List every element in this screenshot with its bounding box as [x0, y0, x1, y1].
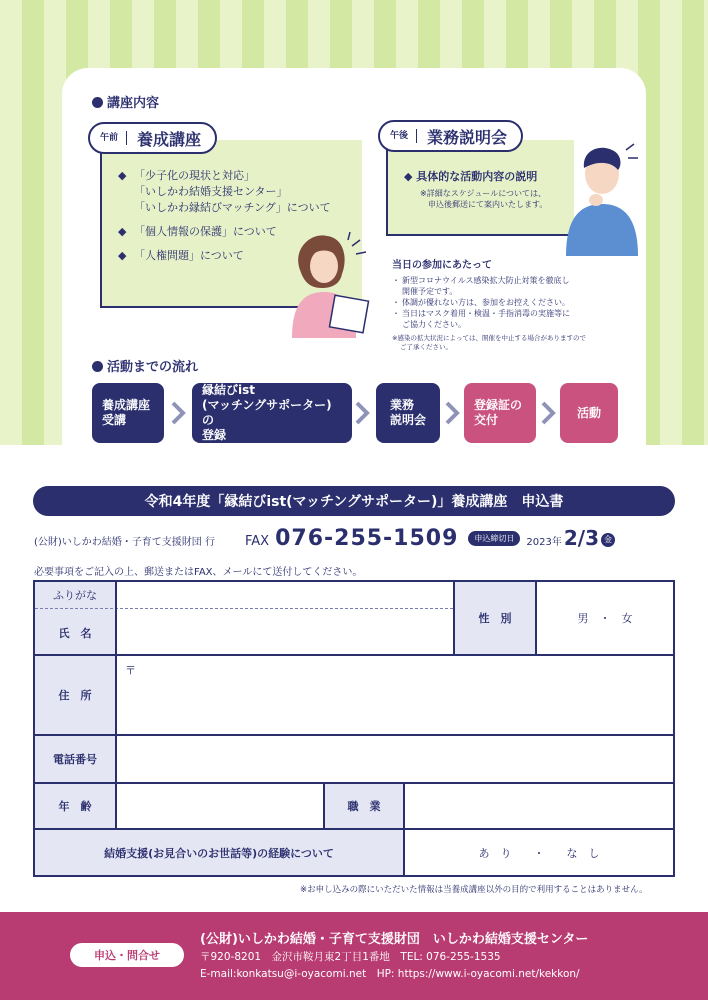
list-item: ◆ 「少子化の現状と対応」 「いしかわ結婚支援センター」 「いしかわ縁結びマッチング」について: [118, 169, 331, 214]
gender-options[interactable]: 男 ・ 女: [577, 612, 633, 625]
morning-title: 養成講座: [137, 129, 202, 149]
postal-mark: 〒: [125, 664, 136, 677]
list-item: ・ 当日はマスク着用・検温・手指消毒の実施等に ご協力ください。: [392, 309, 570, 329]
age-input[interactable]: [117, 784, 323, 828]
flow-step-2: 縁結びist (マッチングサポーター)の 登録: [192, 383, 352, 443]
deadline-year: 2023年: [526, 537, 562, 548]
column-divider: [403, 782, 405, 875]
flow-step-5: 活動: [560, 383, 618, 443]
column-divider: [453, 582, 455, 654]
footer-address: 〒920-8201 金沢市鞍月東2丁目1番地 TEL: 076-255-1535: [200, 951, 501, 963]
age-label: 年 齢: [35, 784, 115, 828]
recipient-org: (公財)いしかわ結婚・子育て支援財団 行: [34, 537, 215, 548]
job-input[interactable]: [405, 784, 673, 828]
flow-step-1: 養成講座 受講: [92, 383, 164, 443]
deadline-badge: 申込締切日: [468, 531, 520, 546]
experience-options[interactable]: あ り ・ な し: [478, 846, 600, 860]
woman-with-document-illustration: [282, 228, 372, 338]
contact-pill: 申込・問合せ: [70, 943, 184, 967]
bullet-dot-icon: [92, 97, 103, 108]
name-label: 氏 名: [58, 627, 92, 640]
column-divider: [323, 782, 325, 828]
row-divider: [35, 654, 673, 656]
afternoon-tag: 午後: [390, 129, 417, 143]
column-divider: [535, 582, 537, 654]
furigana-label: ふりがな: [53, 589, 97, 602]
bullet-dot-icon: [92, 361, 103, 372]
list-item: ・ 体調が優れない方は、参加をお控えください。: [392, 298, 570, 307]
chevron-right-icon: [354, 400, 370, 426]
diamond-bullet-icon: ◆: [118, 225, 127, 238]
diamond-bullet-icon: ◆: [118, 249, 127, 262]
list-item: ◆ 「人権問題」について: [118, 249, 244, 262]
diamond-bullet-icon: ◆: [404, 170, 417, 183]
afternoon-item: ◆ 具体的な活動内容の説明: [404, 170, 538, 183]
deadline-date: 2/3: [563, 526, 600, 550]
furigana-divider: [35, 608, 453, 609]
man-thinking-illustration: [560, 140, 640, 256]
list-item: ・ 新型コロナウイルス感染拡大防止対策を徹底し 開催予定です。: [392, 276, 570, 296]
name-input[interactable]: [117, 610, 453, 654]
afternoon-title: 業務説明会: [427, 127, 508, 147]
job-label: 職 業: [325, 784, 403, 828]
afternoon-note: ※詳細なスケジュールについては、 申込後郵送にて案内いたします。: [420, 189, 548, 209]
flow-heading: 活動までの流れ: [92, 356, 198, 375]
privacy-footnote: ※お申し込みの際にいただいた情報は当養成講座以外の目的で利用することはありません。: [300, 885, 648, 895]
row-divider: [35, 734, 673, 736]
attendance-notice: [392, 256, 632, 352]
flow-step-3: 業務 説明会: [376, 383, 440, 443]
morning-session-pill: [88, 122, 217, 154]
fax-label: FAX: [244, 534, 270, 549]
fax-line: [34, 526, 684, 551]
afternoon-session-pill: [378, 120, 523, 152]
row-divider: [35, 782, 673, 784]
notice-heading: 当日の参加にあたって: [392, 260, 492, 271]
chevron-right-icon: [540, 400, 556, 426]
list-item: ◆ 「個人情報の保護」について: [118, 225, 277, 238]
diamond-bullet-icon: ◆: [118, 169, 127, 182]
footer-contact: E-mail:konkatsu@i-oyacomi.net HP: https://www.i-oyacomi.net/kekkon/: [200, 968, 580, 980]
flow-step-4: 登録証の 交付: [464, 383, 536, 443]
phone-label: 電話番号: [35, 736, 115, 782]
chevron-right-icon: [170, 400, 186, 426]
form-title: 令和4年度「縁結びist(マッチングサポーター)」養成講座 申込書: [33, 486, 675, 516]
morning-tag: 午前: [100, 131, 127, 145]
deadline-weekday: 金: [601, 533, 615, 547]
phone-input[interactable]: [117, 736, 673, 782]
address-input[interactable]: [117, 656, 673, 734]
fax-number: 076-255-1509: [275, 526, 459, 551]
application-form: [33, 580, 675, 877]
row-divider: [35, 828, 673, 830]
form-instruction: 必要事項をご記入の上、郵送またはFAX、メールにて送付してください。: [34, 567, 363, 578]
course-heading: 講座内容: [92, 92, 159, 111]
furigana-input[interactable]: [117, 582, 453, 608]
notice-small-print: ※感染の拡大状況によっては、開催を中止する場合がありますので ご了承ください。: [392, 334, 586, 351]
address-label: 住 所: [35, 656, 115, 734]
footer-org: (公財)いしかわ結婚・子育て支援財団 いしかわ結婚支援センター: [200, 932, 589, 947]
column-divider: [115, 582, 117, 828]
gender-label: 性 別: [455, 582, 535, 654]
chevron-right-icon: [444, 400, 460, 426]
experience-label: 結婚支援(お見合いのお世話等)の経験について: [35, 830, 403, 875]
